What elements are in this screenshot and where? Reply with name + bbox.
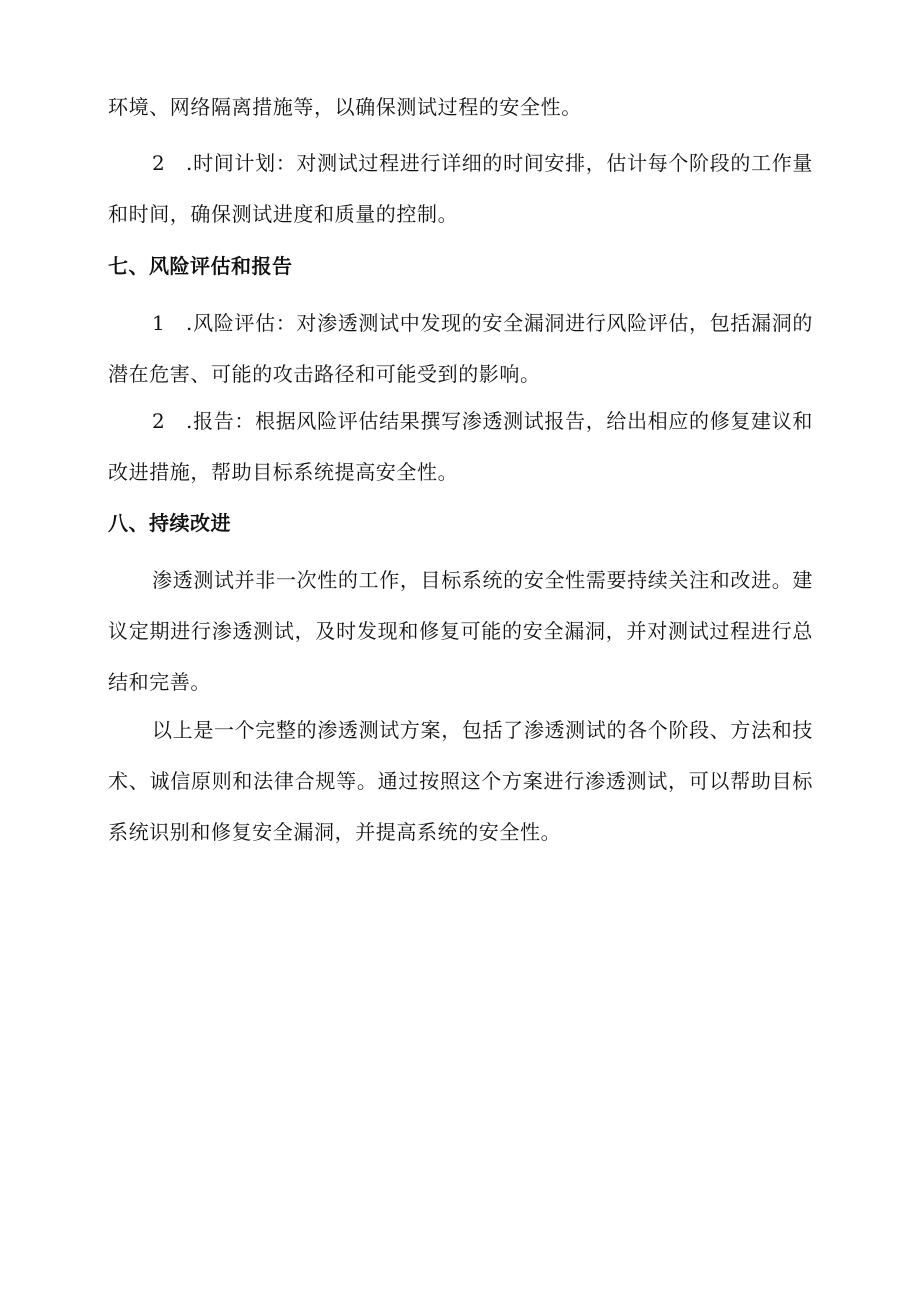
paragraph-report: 2 .报告：根据风险评估结果撰写渗透测试报告，给出相应的修复建议和改进措施，帮助目标系统提高安全性。: [108, 409, 813, 484]
paragraph-continuation: 环境、网络隔离措施等，以确保测试过程的安全性。: [108, 95, 582, 119]
paragraph-time-plan: 2 .时间计划：对测试过程进行详细的时间安排，估计每个阶段的工作量和时间，确保测试进度和质量的控制。: [108, 151, 813, 226]
section-heading-risk-report: 七、风险评估和报告: [108, 254, 293, 278]
section-heading-continuous-improvement: 八、持续改进: [108, 511, 231, 535]
paragraph-conclusion: 以上是一个完整的渗透测试方案，包括了渗透测试的各个阶段、方法和技术、诚信原则和法律合规等。通过按照这个方案进行渗透测试，可以帮助目标系统识别和修复安全漏洞，并提高系统的安全性。: [108, 718, 813, 844]
paragraph-risk-assessment: 1 .风险评估：对渗透测试中发现的安全漏洞进行风险评估，包括漏洞的潜在危害、可能的攻击路径和可能受到的影响。: [108, 311, 813, 386]
paragraph-continuous-improvement: 渗透测试并非一次性的工作，目标系统的安全性需要持续关注和改进。建议定期进行渗透测试，及时发现和修复可能的安全漏洞，并对测试过程进行总结和完善。: [108, 568, 813, 694]
